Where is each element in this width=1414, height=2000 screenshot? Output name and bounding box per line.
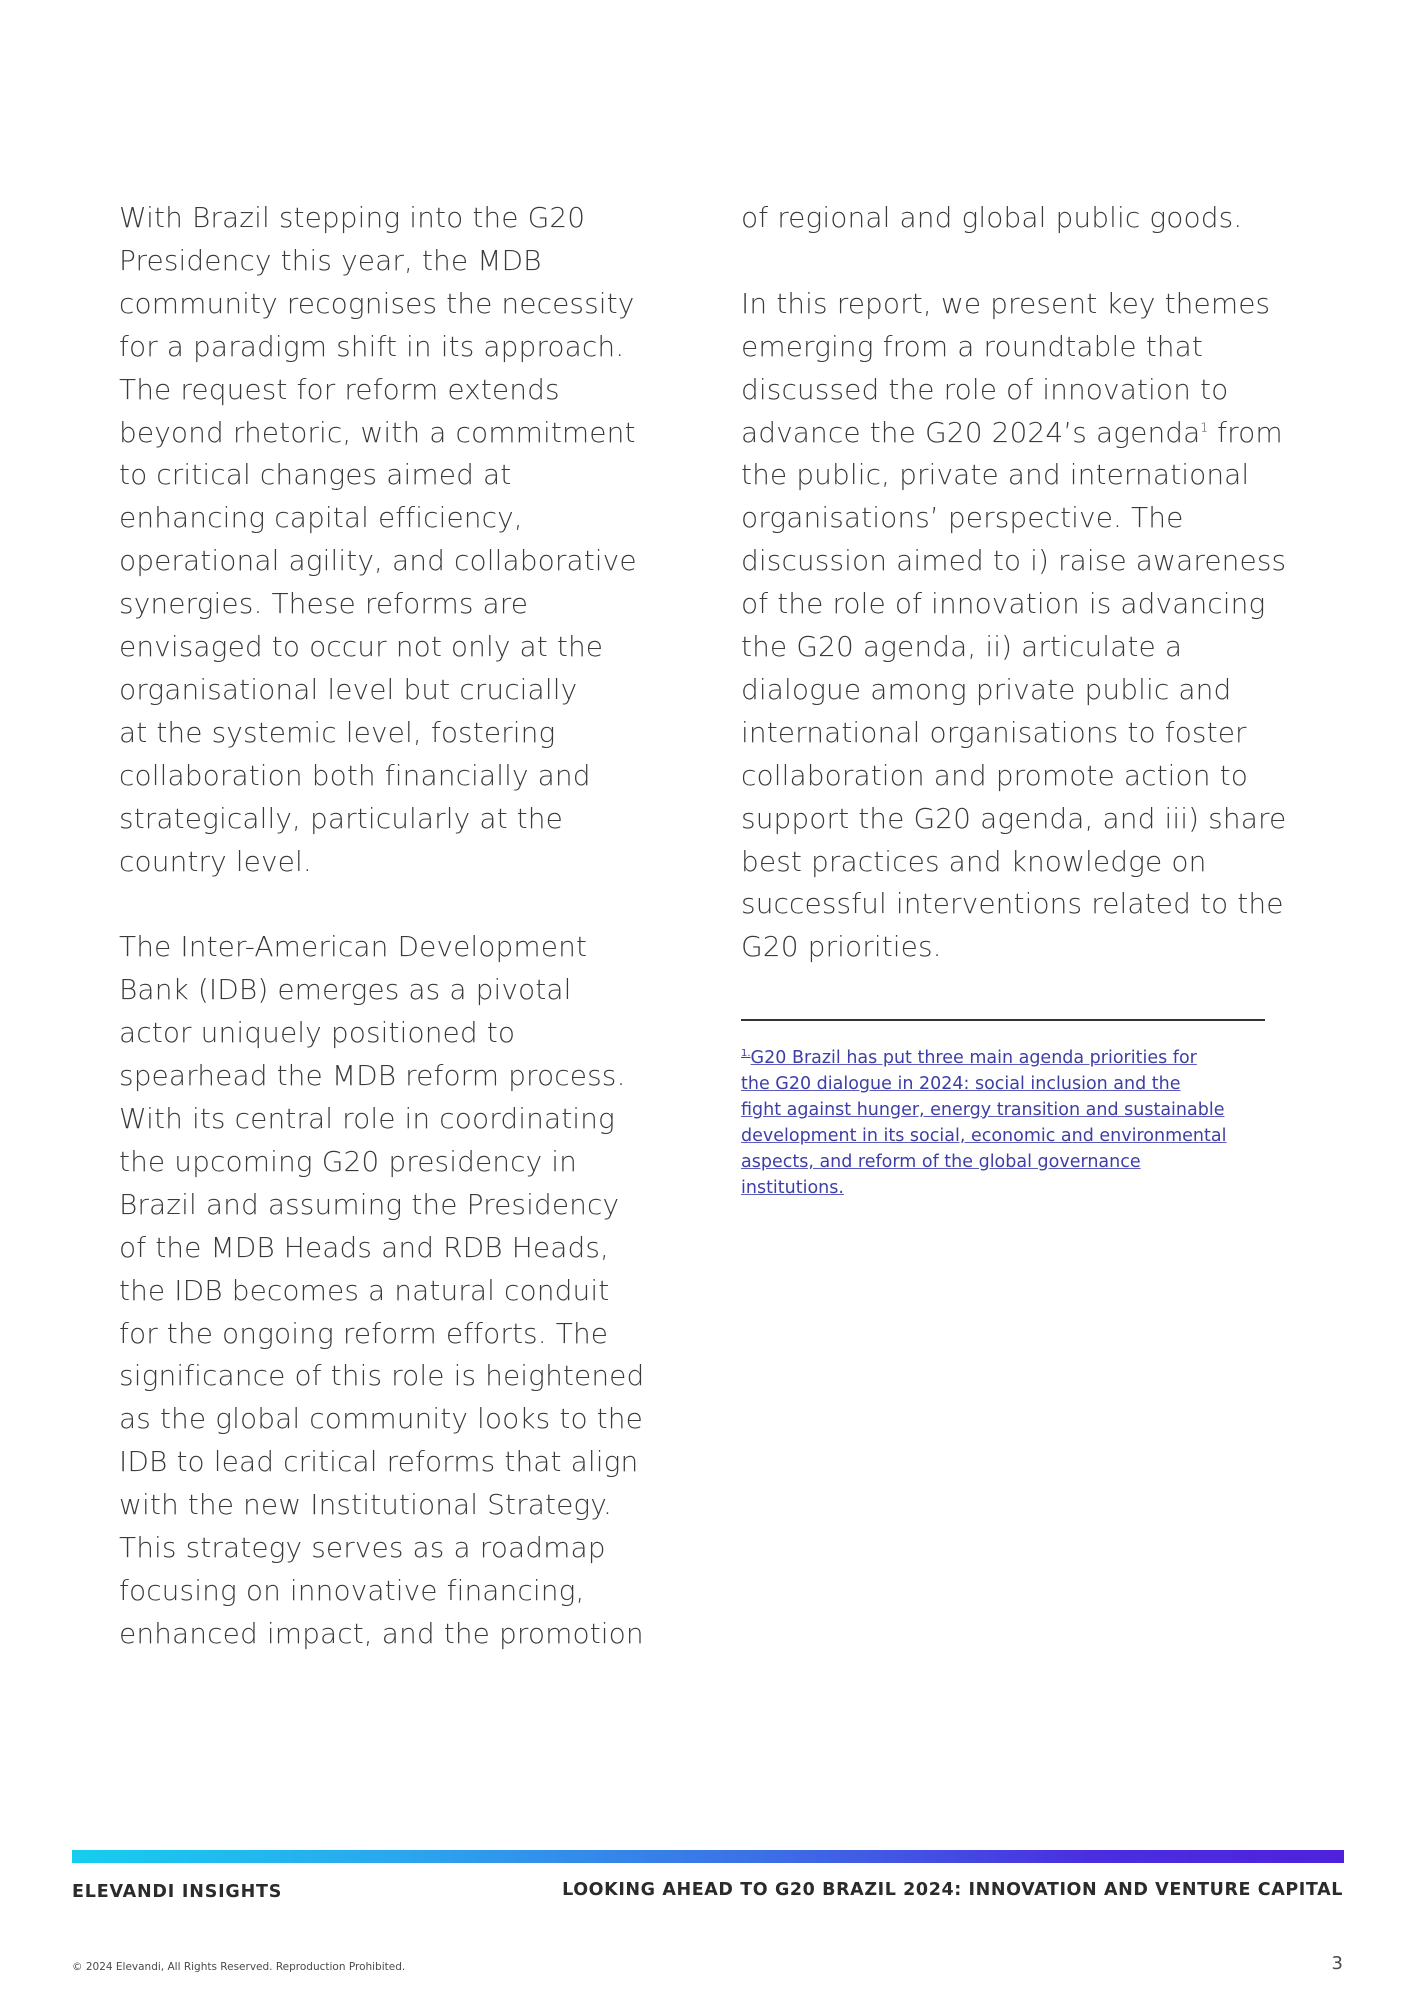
footnote-reference[interactable]: 1 xyxy=(1200,420,1209,435)
paragraph-idb-role xyxy=(119,926,659,1655)
paragraph-gap xyxy=(741,240,1301,283)
text-line: With Brazil stepping into the G20 xyxy=(119,201,586,234)
text-line: the upcoming G20 presidency in xyxy=(119,1144,578,1178)
footnote-text: the G20 dialogue in 2024: social inclusion and the xyxy=(741,1074,1181,1094)
text-line: dialogue among private public and xyxy=(741,672,1232,706)
footnote-text: G20 Brazil has put three main agenda priorities for xyxy=(750,1048,1197,1068)
footnote-line xyxy=(741,1175,1281,1201)
footer-gradient-bar xyxy=(72,1850,1344,1863)
text-line: organisations’ perspective. The xyxy=(741,501,1184,535)
right-column xyxy=(741,197,1301,969)
footnote-divider xyxy=(741,1019,1265,1021)
text-line: discussed the role of innovation to xyxy=(741,372,1229,406)
page-number: 3 xyxy=(1331,1953,1343,1974)
text-line: enhancing capital efficiency, xyxy=(119,501,523,535)
text-line: best practices and knowledge on xyxy=(741,844,1207,878)
text-line: beyond rhetoric, with a commitment xyxy=(119,415,636,449)
text-line: the IDB becomes a natural conduit xyxy=(119,1273,610,1307)
text-line: synergies. These reforms are xyxy=(119,587,529,621)
text-line: support the G20 agenda, and iii) share xyxy=(741,801,1287,835)
footnote-line xyxy=(741,1149,1281,1175)
text-line: collaboration both financially and xyxy=(119,758,591,792)
text-line: emerging from a roundtable that xyxy=(741,329,1203,363)
footnote-text: fight against hunger, energy transition and sustainable xyxy=(741,1100,1225,1120)
text-line: Presidency this year, the MDB xyxy=(119,243,542,277)
paragraph-brazil-presidency xyxy=(119,197,659,884)
agenda-text: advance the G20 2024’s agenda xyxy=(741,415,1201,449)
agenda-text-after: from xyxy=(1208,415,1283,449)
text-line: the public, private and international xyxy=(741,458,1250,492)
text-line-continuation: of regional and global public goods. xyxy=(741,201,1243,234)
text-line: as the global community looks to the xyxy=(119,1402,643,1436)
text-line: international organisations to foster xyxy=(741,715,1247,749)
text-line: organisational level but crucially xyxy=(119,672,578,706)
text-line: with the new Institutional Strategy. xyxy=(119,1488,612,1522)
text-line: of the MDB Heads and RDB Heads, xyxy=(119,1230,610,1264)
footnote-text: development in its social, economic and environmental xyxy=(741,1126,1227,1146)
text-line: The Inter-American Development xyxy=(119,930,588,964)
text-line: at the systemic level, fostering xyxy=(119,715,556,749)
text-line: enhanced impact, and the promotion xyxy=(119,1616,644,1650)
text-line: G20 priorities. xyxy=(741,930,942,964)
text-line: significance of this role is heightened xyxy=(119,1359,645,1393)
text-line: strategically, particularly at the xyxy=(119,801,563,835)
text-line: successful interventions related to the xyxy=(741,887,1284,921)
text-line-with-footnote-ref xyxy=(741,412,1301,455)
copyright-notice: © 2024 Elevandi, All Rights Reserved. Reproduction Prohibited. xyxy=(72,1961,406,1973)
footnote-link[interactable] xyxy=(741,1045,1281,1201)
footnote-line xyxy=(741,1071,1281,1097)
text-line: of the role of innovation is advancing xyxy=(741,587,1266,621)
text-line: to critical changes aimed at xyxy=(119,458,512,492)
text-line: country level. xyxy=(119,844,312,878)
text-line: envisaged to occur not only at the xyxy=(119,630,604,664)
text-line: With its central role in coordinating xyxy=(119,1102,615,1136)
text-line: for a paradigm shift in its approach. xyxy=(119,329,625,363)
footer-brand: ELEVANDI INSIGHTS xyxy=(72,1882,283,1902)
text-line: spearhead the MDB reform process. xyxy=(119,1059,626,1093)
text-line: Bank (IDB) emerges as a pivotal xyxy=(119,973,572,1007)
footnote-text: institutions. xyxy=(741,1178,844,1198)
footnote-line xyxy=(741,1097,1281,1123)
footnote-text: aspects, and reform of the global governance xyxy=(741,1152,1141,1172)
text-line: In this report, we present key themes xyxy=(741,286,1271,320)
paragraph-report-themes xyxy=(741,283,1301,970)
footnote-line xyxy=(741,1123,1281,1149)
text-line: discussion aimed to i) raise awareness xyxy=(741,544,1287,578)
text-line: for the ongoing reform efforts. The xyxy=(119,1316,609,1350)
text-line: This strategy serves as a roadmap xyxy=(119,1531,606,1565)
footer-report-title: LOOKING AHEAD TO G20 BRAZIL 2024: INNOVATION AND VENTURE CAPITAL xyxy=(562,1880,1343,1900)
text-line: focusing on innovative financing, xyxy=(119,1573,585,1607)
text-line: The request for reform extends xyxy=(119,372,560,406)
text-line: operational agility, and collaborative xyxy=(119,544,637,578)
text-line: Brazil and assuming the Presidency xyxy=(119,1187,620,1221)
footnote-line xyxy=(741,1045,1281,1071)
text-line: actor uniquely positioned to xyxy=(119,1016,516,1050)
text-line: community recognises the necessity xyxy=(119,286,635,320)
paragraph-gap xyxy=(119,884,659,927)
left-column xyxy=(119,197,659,1656)
text-line: IDB to lead critical reforms that align xyxy=(119,1445,639,1479)
text-line: the G20 agenda, ii) articulate a xyxy=(741,630,1183,664)
footnote-marker: 1. xyxy=(741,1048,751,1060)
text-line: collaboration and promote action to xyxy=(741,758,1248,792)
